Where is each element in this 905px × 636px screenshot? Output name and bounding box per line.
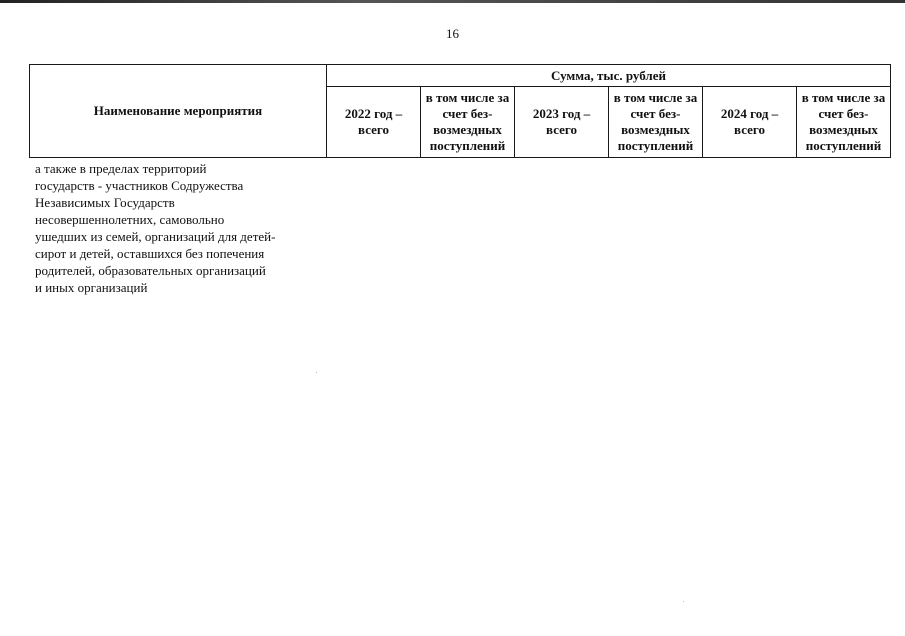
- budget-table: [29, 64, 891, 158]
- sum-header: Сумма, тыс. рублей: [327, 65, 891, 87]
- continuation-line: государств - участников Содружества: [35, 178, 244, 193]
- year-2024-total-header: 2024 год – всего: [703, 87, 797, 158]
- continuation-line: родителей, образовательных организаций: [35, 263, 266, 278]
- continuation-line: ушедших из семей, организаций для детей-: [35, 229, 276, 244]
- year-2022-total-header: 2022 год – всего: [327, 87, 421, 158]
- year-2023-grants-header: в том числе за счет без-возмездных поступлений: [609, 87, 703, 158]
- continuation-line: и иных организаций: [35, 280, 148, 295]
- continuation-line: а также в пределах территорий: [35, 161, 207, 176]
- scan-speck: [316, 372, 317, 373]
- continuation-line: несовершеннолетних, самовольно: [35, 212, 225, 227]
- continuation-line: сирот и детей, оставшихся без попечения: [35, 246, 265, 261]
- year-2024-grants-header: в том числе за счет без-возмездных поступлений: [797, 87, 891, 158]
- table-header-row-1: [30, 65, 891, 87]
- continuation-line: Независимых Государств: [35, 195, 175, 210]
- page-number: 16: [446, 26, 459, 41]
- activity-name-header: Наименование мероприятия: [30, 65, 327, 158]
- scan-speck: [683, 601, 684, 602]
- year-2023-total-header: 2023 год – всего: [515, 87, 609, 158]
- activity-description-continuation: [35, 160, 335, 296]
- year-2022-grants-header: в том числе за счет без-возмездных поступлений: [421, 87, 515, 158]
- scan-top-edge: [0, 0, 905, 3]
